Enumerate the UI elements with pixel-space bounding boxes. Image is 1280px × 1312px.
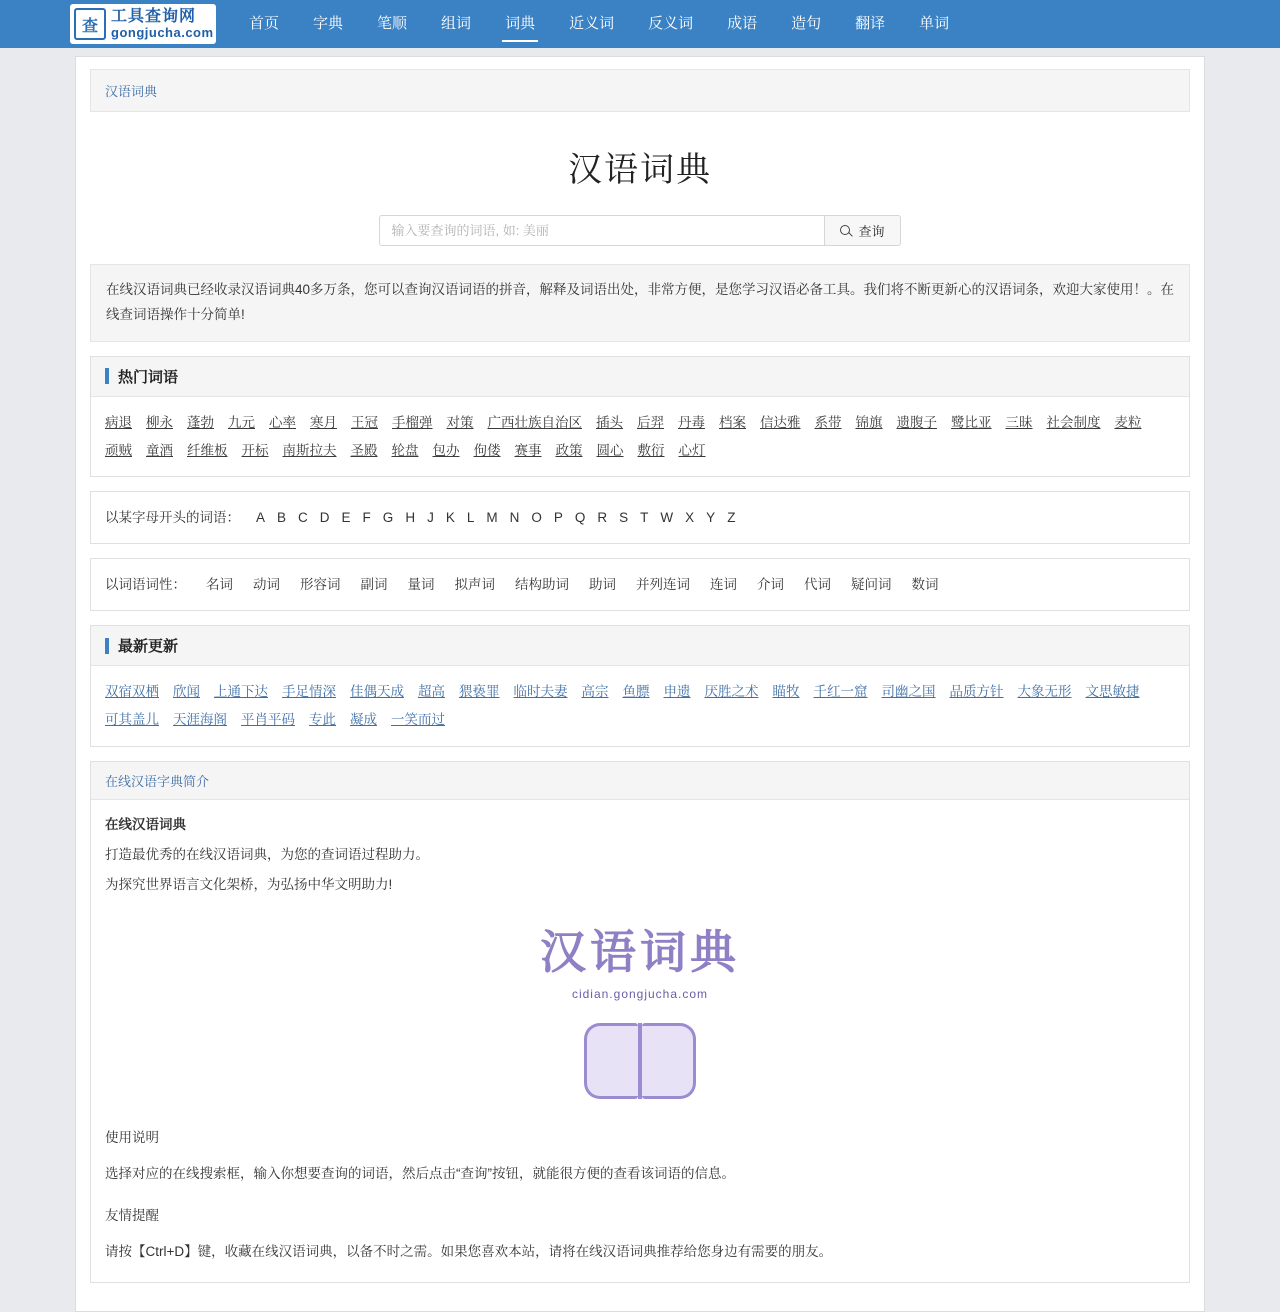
- breadcrumb: [90, 69, 1190, 112]
- letter-e[interactable]: E: [341, 510, 351, 526]
- tip-text: 请按【Ctrl+D】键，收藏在线汉语词典，以备不时之需。如果您喜欢本站，请将在线汉语词典推荐给您身边有需要的朋友。: [105, 1244, 833, 1260]
- pos-item-particle[interactable]: 助词: [589, 577, 616, 593]
- logo-text: [111, 9, 214, 39]
- logo-domain: gongjucha.com: [111, 24, 214, 40]
- hot-word-item[interactable]: 圆心: [596, 442, 624, 458]
- latest-word-item[interactable]: 手足情深: [282, 684, 336, 700]
- about-content: [105, 812, 1175, 1266]
- hot-word-item[interactable]: 社会制度: [1046, 414, 1101, 430]
- hot-word-item[interactable]: 南斯拉夫: [282, 442, 337, 458]
- search-button[interactable]: [824, 215, 900, 246]
- latest-updates-title: 最新更新: [91, 626, 1189, 666]
- hot-word-item[interactable]: 敷衍: [637, 442, 665, 458]
- top-navigation-bar: [0, 0, 1280, 48]
- letter-y[interactable]: Y: [706, 510, 716, 526]
- pos-item-conjunction[interactable]: 连词: [710, 577, 737, 593]
- letter-w[interactable]: W: [660, 510, 674, 526]
- pos-item-coordinating-conjunction[interactable]: 并列连词: [636, 577, 690, 593]
- pos-item-pronoun[interactable]: 代词: [804, 577, 831, 593]
- letter-g[interactable]: G: [382, 510, 394, 526]
- latest-words-list: [105, 678, 1175, 733]
- logo-chinese-name: 工具查询网: [111, 7, 197, 25]
- hot-word-item[interactable]: 政策: [555, 442, 583, 458]
- intro-text: 在线汉语词典已经收录汉语词典40多万条，您可以查询汉语词语的拼音，解释及词语出处，非常方便，是您学习汉语必备工具。我们将不断更新心的汉语词条，欢迎大家使用！。在线查词语操作十分简单!: [90, 264, 1190, 342]
- hot-word-item[interactable]: 手榴弹: [392, 414, 433, 430]
- about-panel-title: 在线汉语字典简介: [91, 762, 1189, 800]
- latest-word-item[interactable]: 猥亵罪: [459, 684, 500, 700]
- pos-item-measure-word[interactable]: 量词: [407, 577, 435, 593]
- latest-word-item[interactable]: 一笑而过: [391, 711, 445, 727]
- latest-word-item[interactable]: 厌胜之术: [704, 684, 759, 700]
- hot-words-panel: [90, 356, 1190, 477]
- nav-item-chengyu[interactable]: 成语: [727, 15, 758, 32]
- letter-k[interactable]: K: [445, 510, 455, 526]
- hot-word-item[interactable]: 佝偻: [473, 442, 501, 458]
- alphabet-panel: [90, 491, 1190, 544]
- letter-x[interactable]: X: [685, 510, 695, 526]
- hot-word-item[interactable]: 包办: [432, 442, 460, 458]
- nav-links: [232, 0, 966, 48]
- pos-item-adverb[interactable]: 副词: [360, 577, 388, 593]
- alphabet-row: [105, 504, 1175, 531]
- letter-q[interactable]: Q: [574, 510, 586, 526]
- hot-word-item[interactable]: 童酒: [146, 442, 173, 458]
- letter-r[interactable]: R: [597, 510, 608, 526]
- letter-t[interactable]: T: [640, 510, 649, 526]
- nav-item-fanyici[interactable]: 反义词: [648, 15, 694, 32]
- hot-word-item[interactable]: 柳永: [146, 414, 173, 430]
- hot-word-item[interactable]: 丹毒: [678, 414, 705, 430]
- latest-word-item[interactable]: 鱼膘: [622, 684, 650, 700]
- hot-word-item[interactable]: 开标: [241, 442, 269, 458]
- letter-a[interactable]: A: [256, 510, 266, 526]
- letter-d[interactable]: D: [319, 510, 330, 526]
- hot-word-item[interactable]: 寒月: [310, 414, 337, 430]
- hero-section: [90, 112, 1190, 264]
- latest-updates-panel: [90, 625, 1190, 746]
- alphabet-label: 以某字母开头的词语：: [105, 510, 240, 526]
- hot-word-item[interactable]: 圣殿: [350, 442, 378, 458]
- pos-item-structural-particle[interactable]: 结构助词: [515, 577, 569, 593]
- hot-word-item[interactable]: 插头: [596, 414, 623, 430]
- hot-word-item[interactable]: 档案: [719, 414, 746, 430]
- hot-word-item[interactable]: 对策: [446, 414, 474, 430]
- tip-title: 友情提醒: [105, 1208, 159, 1224]
- nav-item-cidian[interactable]: 词典: [488, 0, 552, 48]
- latest-word-item[interactable]: 司幽之国: [881, 684, 936, 700]
- pos-item-noun[interactable]: 名词: [206, 577, 233, 593]
- page-title: 汉语词典: [568, 151, 712, 189]
- letter-m[interactable]: M: [486, 510, 498, 526]
- letter-j[interactable]: J: [427, 510, 434, 526]
- breadcrumb-link-cidian[interactable]: 汉语词典: [105, 84, 158, 99]
- latest-word-item[interactable]: 上通下达: [214, 684, 268, 700]
- letter-c[interactable]: C: [298, 510, 308, 526]
- letter-l[interactable]: L: [466, 510, 475, 526]
- letter-z[interactable]: Z: [727, 510, 736, 526]
- about-line-2: 为探究世界语言文化架桥，为弘扬中华文明助力!: [105, 877, 393, 893]
- usage-section: [105, 1125, 1175, 1188]
- hot-word-item[interactable]: 锦旗: [855, 414, 883, 430]
- tip-section: [105, 1203, 1175, 1266]
- letter-s[interactable]: S: [619, 510, 629, 526]
- letter-p[interactable]: P: [553, 510, 563, 526]
- letter-o[interactable]: O: [531, 510, 542, 526]
- latest-word-item[interactable]: 文思敏捷: [1085, 684, 1140, 700]
- usage-title: 使用说明: [105, 1129, 159, 1145]
- about-line-1: 打造最优秀的在线汉语词典，为您的查词语过程助力。: [105, 846, 429, 862]
- hot-word-item[interactable]: 王冠: [351, 414, 378, 430]
- letter-f[interactable]: F: [362, 510, 371, 526]
- hot-word-item[interactable]: 遗腹子: [896, 414, 937, 430]
- logo-mark-icon: 查: [74, 8, 106, 40]
- pos-item-adjective[interactable]: 形容词: [300, 577, 341, 593]
- hot-words-list: [105, 409, 1175, 464]
- about-heading: 在线汉语词典: [105, 816, 186, 832]
- nav-item-bishun[interactable]: 笔顺: [377, 15, 408, 32]
- letter-b[interactable]: B: [277, 510, 287, 526]
- part-of-speech-label: 以词语词性：: [105, 577, 186, 593]
- latest-word-item[interactable]: 双宿双栖: [105, 684, 159, 700]
- latest-word-item[interactable]: 佳偶天成: [350, 684, 404, 700]
- usage-text: 选择对应的在线搜索框，输入你想要查询的词语，然后点击“查询”按钮，就能很方便的查看该词语的信息。: [105, 1165, 735, 1181]
- search-button-label: 查询: [858, 224, 885, 239]
- hot-word-item[interactable]: 病退: [105, 414, 132, 430]
- hot-word-item[interactable]: 麦粒: [1114, 414, 1142, 430]
- latest-word-item[interactable]: 品质方针: [949, 684, 1004, 700]
- latest-word-item[interactable]: 高宗: [581, 684, 609, 700]
- nav-item-zaoju[interactable]: 造句: [791, 15, 822, 32]
- part-of-speech-panel: [90, 558, 1190, 611]
- nav-item-zidian[interactable]: 字典: [313, 15, 344, 32]
- letter-h[interactable]: H: [405, 510, 416, 526]
- brand-url: cidian.gongjucha.com: [571, 987, 709, 1002]
- part-of-speech-row: [105, 571, 1175, 598]
- pos-item-preposition[interactable]: 介词: [757, 577, 784, 593]
- search-input[interactable]: [379, 215, 824, 246]
- nav-item-danci[interactable]: 单词: [919, 15, 950, 32]
- page-container: [75, 56, 1205, 1312]
- hot-word-item[interactable]: 赛事: [514, 442, 542, 458]
- hot-word-item[interactable]: 广西壮族自治区: [487, 414, 582, 430]
- hot-words-title: 热门词语: [91, 357, 1189, 397]
- pos-item-verb[interactable]: 动词: [253, 577, 280, 593]
- nav-item-fanyi[interactable]: 翻译: [855, 15, 886, 32]
- letter-n[interactable]: N: [509, 510, 520, 526]
- search-icon: [840, 225, 852, 237]
- search-bar: [90, 215, 1190, 246]
- hot-word-item[interactable]: 蓬勃: [187, 414, 214, 430]
- site-logo[interactable]: [70, 4, 216, 44]
- hot-word-item[interactable]: 鹭比亚: [951, 414, 992, 430]
- open-book-icon: [584, 1023, 696, 1099]
- pos-item-interrogative[interactable]: 疑问词: [851, 577, 892, 593]
- latest-word-item[interactable]: 千红一窟: [813, 684, 868, 700]
- latest-word-item[interactable]: 专此: [309, 711, 336, 727]
- hot-word-item[interactable]: 系带: [814, 414, 842, 430]
- brand-artwork: [105, 924, 1175, 1099]
- hot-word-item[interactable]: 轮盘: [391, 442, 419, 458]
- latest-word-item[interactable]: 临时夫妻: [513, 684, 568, 700]
- nav-item-zuci[interactable]: 组词: [441, 15, 472, 32]
- latest-word-item[interactable]: 可其盖儿: [105, 711, 159, 727]
- hot-word-item[interactable]: 心率: [269, 414, 296, 430]
- hot-word-item[interactable]: 顽贼: [105, 442, 132, 458]
- pos-item-numeral[interactable]: 数词: [911, 577, 939, 593]
- hot-word-item[interactable]: 信达雅: [760, 414, 801, 430]
- about-panel: [90, 761, 1190, 1283]
- latest-word-item[interactable]: 超高: [418, 684, 445, 700]
- latest-word-item[interactable]: 大象无形: [1017, 684, 1072, 700]
- pos-item-onomatopoeia[interactable]: 拟声词: [454, 577, 495, 593]
- latest-word-item[interactable]: 天涯海阁: [173, 711, 227, 727]
- hot-word-item[interactable]: 三昧: [1005, 414, 1033, 430]
- nav-item-home[interactable]: 首页: [249, 15, 280, 32]
- latest-word-item[interactable]: 平肖平码: [241, 711, 295, 727]
- latest-word-item[interactable]: 凝成: [350, 711, 377, 727]
- hot-word-item[interactable]: 纤维板: [187, 442, 228, 458]
- latest-word-item[interactable]: 申遗: [663, 684, 691, 700]
- nav-item-jinyici[interactable]: 近义词: [569, 15, 615, 32]
- latest-word-item[interactable]: 瞄牧: [772, 684, 800, 700]
- hot-word-item[interactable]: 后羿: [637, 414, 664, 430]
- hot-word-item[interactable]: 心灯: [678, 442, 706, 458]
- brand-title: 汉语词典: [540, 924, 740, 979]
- latest-word-item[interactable]: 欣闻: [173, 684, 200, 700]
- hot-word-item[interactable]: 九元: [228, 414, 255, 430]
